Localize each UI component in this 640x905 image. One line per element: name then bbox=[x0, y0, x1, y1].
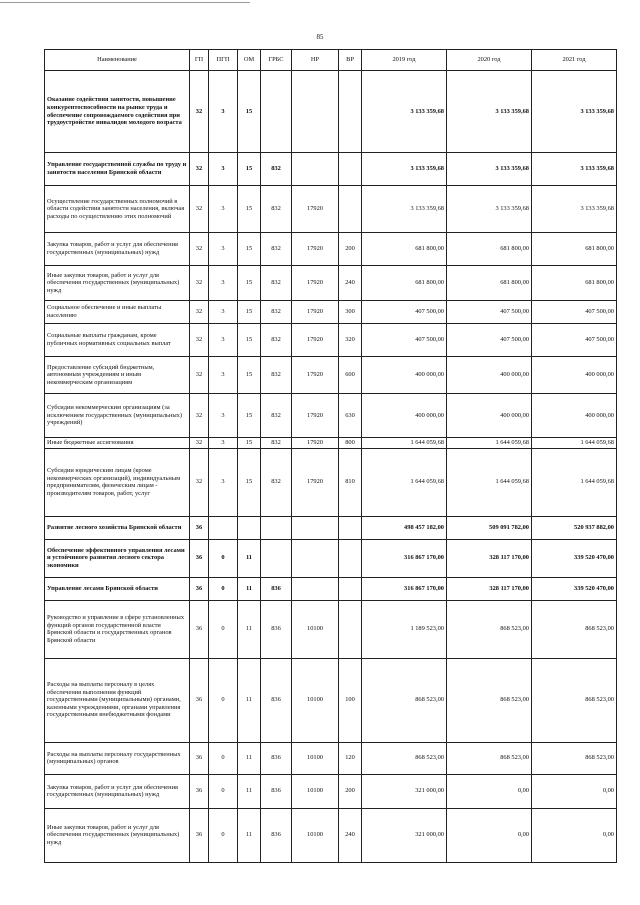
cell-2021: 868 523,00 bbox=[532, 742, 617, 774]
cell-vr bbox=[339, 153, 362, 186]
header-vr: ВР bbox=[339, 50, 362, 71]
cell-2020: 868 523,00 bbox=[447, 658, 532, 742]
cell-pgp: 3 bbox=[209, 301, 238, 324]
cell-pgp: 3 bbox=[209, 186, 238, 233]
cell-gp: 36 bbox=[190, 742, 209, 774]
cell-2019: 1 644 059,68 bbox=[362, 448, 447, 516]
cell-om: 11 bbox=[238, 658, 261, 742]
cell-pgp: 0 bbox=[209, 658, 238, 742]
cell-2021: 681 800,00 bbox=[532, 233, 617, 266]
cell-grbs: 832 bbox=[261, 394, 292, 438]
cell-gp: 36 bbox=[190, 774, 209, 808]
cell-nr bbox=[292, 577, 339, 600]
table-body bbox=[45, 71, 617, 863]
cell-2020: 509 091 782,00 bbox=[447, 516, 532, 539]
cell-pgp: 3 bbox=[209, 233, 238, 266]
cell-2021: 1 644 059,68 bbox=[532, 448, 617, 516]
cell-2019: 400 000,00 bbox=[362, 357, 447, 394]
cell-2020: 1 644 059,68 bbox=[447, 448, 532, 516]
cell-gp: 32 bbox=[190, 301, 209, 324]
cell-gp: 36 bbox=[190, 516, 209, 539]
cell-nr: 17920 bbox=[292, 357, 339, 394]
cell-2019: 316 867 170,00 bbox=[362, 539, 447, 577]
cell-nr bbox=[292, 71, 339, 153]
cell-nr: 17920 bbox=[292, 233, 339, 266]
cell-pgp: 3 bbox=[209, 71, 238, 153]
table-row bbox=[45, 357, 617, 394]
cell-vr: 200 bbox=[339, 233, 362, 266]
cell-2019: 321 000,00 bbox=[362, 774, 447, 808]
cell-vr bbox=[339, 516, 362, 539]
cell-2020: 400 000,00 bbox=[447, 394, 532, 438]
cell-om: 15 bbox=[238, 438, 261, 449]
cell-gp: 32 bbox=[190, 438, 209, 449]
header-pgp: ПГП bbox=[209, 50, 238, 71]
cell-2021: 339 520 470,00 bbox=[532, 577, 617, 600]
table-row bbox=[45, 301, 617, 324]
cell-2021: 407 500,00 bbox=[532, 324, 617, 357]
cell-name: Оказание содействия занятости, повышение конкурентоспособности на рынке труда и обеспечение сопровождаемого содействия при трудоустройстве инвалидов молодого возраста bbox=[45, 71, 190, 153]
cell-gp: 32 bbox=[190, 153, 209, 186]
table-row bbox=[45, 742, 617, 774]
cell-vr: 320 bbox=[339, 324, 362, 357]
cell-pgp: 0 bbox=[209, 808, 238, 862]
cell-pgp: 3 bbox=[209, 153, 238, 186]
cell-gp: 36 bbox=[190, 577, 209, 600]
cell-name: Расходы на выплаты персоналу государственных (муниципальных) органов bbox=[45, 742, 190, 774]
cell-2020: 407 500,00 bbox=[447, 324, 532, 357]
cell-2020: 328 117 170,00 bbox=[447, 577, 532, 600]
cell-gp: 32 bbox=[190, 394, 209, 438]
cell-name: Руководство и управление в сфере установленных функций органов государственной власти Брянской области и государственных органов Брянской области bbox=[45, 600, 190, 658]
cell-om: 11 bbox=[238, 577, 261, 600]
cell-om: 15 bbox=[238, 233, 261, 266]
table-row bbox=[45, 153, 617, 186]
cell-2021: 400 000,00 bbox=[532, 394, 617, 438]
cell-2021: 868 523,00 bbox=[532, 600, 617, 658]
cell-om: 15 bbox=[238, 153, 261, 186]
cell-name: Иные закупки товаров, работ и услуг для обеспечения государственных (муниципальных) нужд bbox=[45, 266, 190, 301]
cell-2020: 400 000,00 bbox=[447, 357, 532, 394]
cell-name: Развитие лесного хозяйства Брянской области bbox=[45, 516, 190, 539]
cell-grbs bbox=[261, 71, 292, 153]
cell-gp: 32 bbox=[190, 233, 209, 266]
cell-2020: 1 644 059,68 bbox=[447, 438, 532, 449]
cell-2020: 3 133 359,68 bbox=[447, 186, 532, 233]
cell-2020: 681 800,00 bbox=[447, 266, 532, 301]
budget-table bbox=[44, 49, 617, 863]
cell-2021: 520 937 882,00 bbox=[532, 516, 617, 539]
cell-grbs: 836 bbox=[261, 774, 292, 808]
cell-vr: 100 bbox=[339, 658, 362, 742]
cell-grbs: 832 bbox=[261, 357, 292, 394]
table-row bbox=[45, 577, 617, 600]
cell-grbs: 832 bbox=[261, 186, 292, 233]
cell-name: Иные закупки товаров, работ и услуг для обеспечения государственных (муниципальных) нужд bbox=[45, 808, 190, 862]
cell-2020: 0,00 bbox=[447, 774, 532, 808]
cell-pgp: 3 bbox=[209, 266, 238, 301]
cell-2019: 407 500,00 bbox=[362, 324, 447, 357]
cell-grbs: 832 bbox=[261, 301, 292, 324]
cell-grbs: 836 bbox=[261, 600, 292, 658]
cell-2021: 407 500,00 bbox=[532, 301, 617, 324]
page-number: 85 bbox=[316, 33, 324, 41]
cell-2019: 681 800,00 bbox=[362, 233, 447, 266]
cell-vr: 200 bbox=[339, 774, 362, 808]
cell-vr: 600 bbox=[339, 357, 362, 394]
cell-nr: 10100 bbox=[292, 774, 339, 808]
header-row bbox=[45, 50, 617, 71]
table-row bbox=[45, 448, 617, 516]
cell-2019: 321 000,00 bbox=[362, 808, 447, 862]
cell-2021: 0,00 bbox=[532, 808, 617, 862]
cell-2021: 3 133 359,68 bbox=[532, 71, 617, 153]
cell-nr: 17920 bbox=[292, 438, 339, 449]
cell-vr: 630 bbox=[339, 394, 362, 438]
cell-vr: 120 bbox=[339, 742, 362, 774]
header-nr: НР bbox=[292, 50, 339, 71]
cell-grbs: 836 bbox=[261, 742, 292, 774]
cell-2019: 407 500,00 bbox=[362, 301, 447, 324]
cell-om: 11 bbox=[238, 539, 261, 577]
cell-2019: 3 133 359,68 bbox=[362, 186, 447, 233]
cell-pgp bbox=[209, 516, 238, 539]
cell-2019: 498 457 182,00 bbox=[362, 516, 447, 539]
cell-2019: 868 523,00 bbox=[362, 742, 447, 774]
cell-nr bbox=[292, 516, 339, 539]
cell-2020: 3 133 359,68 bbox=[447, 71, 532, 153]
cell-nr bbox=[292, 539, 339, 577]
cell-grbs: 832 bbox=[261, 438, 292, 449]
cell-vr: 240 bbox=[339, 266, 362, 301]
header-grbs: ГРБС bbox=[261, 50, 292, 71]
cell-2021: 400 000,00 bbox=[532, 357, 617, 394]
table-row bbox=[45, 324, 617, 357]
cell-pgp: 0 bbox=[209, 774, 238, 808]
cell-pgp: 0 bbox=[209, 539, 238, 577]
header-om: ОМ bbox=[238, 50, 261, 71]
cell-vr bbox=[339, 186, 362, 233]
cell-pgp: 0 bbox=[209, 742, 238, 774]
cell-name: Управление государственной службы по труду и занятости населения Брянской области bbox=[45, 153, 190, 186]
table-row bbox=[45, 186, 617, 233]
cell-2021: 339 520 470,00 bbox=[532, 539, 617, 577]
cell-2020: 328 117 170,00 bbox=[447, 539, 532, 577]
cell-vr: 810 bbox=[339, 448, 362, 516]
cell-pgp: 0 bbox=[209, 600, 238, 658]
cell-vr: 300 bbox=[339, 301, 362, 324]
cell-gp: 36 bbox=[190, 600, 209, 658]
cell-name: Субсидии некоммерческим организациям (за исключением государственных (муниципальных) учреждений) bbox=[45, 394, 190, 438]
cell-name: Иные бюджетные ассигнования bbox=[45, 438, 190, 449]
cell-name: Закупка товаров, работ и услуг для обеспечения государственных (муниципальных) нужд bbox=[45, 774, 190, 808]
cell-2019: 400 000,00 bbox=[362, 394, 447, 438]
header-2019: 2019 год bbox=[362, 50, 447, 71]
table-row bbox=[45, 539, 617, 577]
cell-gp: 32 bbox=[190, 71, 209, 153]
cell-2019: 868 523,00 bbox=[362, 658, 447, 742]
cell-nr: 17920 bbox=[292, 301, 339, 324]
cell-name: Осуществление государственных полномочий в области содействия занятости населения, включая расходы по осуществлению этих полномочий bbox=[45, 186, 190, 233]
header-name: Наименование bbox=[45, 50, 190, 71]
cell-2019: 3 133 359,68 bbox=[362, 153, 447, 186]
table-row bbox=[45, 71, 617, 153]
cell-pgp: 3 bbox=[209, 448, 238, 516]
cell-vr bbox=[339, 600, 362, 658]
cell-pgp: 3 bbox=[209, 324, 238, 357]
cell-vr: 240 bbox=[339, 808, 362, 862]
cell-2020: 0,00 bbox=[447, 808, 532, 862]
cell-om: 15 bbox=[238, 448, 261, 516]
cell-pgp: 3 bbox=[209, 394, 238, 438]
cell-2020: 681 800,00 bbox=[447, 233, 532, 266]
cell-name: Закупка товаров, работ и услуг для обеспечения государственных (муниципальных) нужд bbox=[45, 233, 190, 266]
cell-nr: 17920 bbox=[292, 324, 339, 357]
table-row bbox=[45, 233, 617, 266]
cell-gp: 32 bbox=[190, 357, 209, 394]
cell-2019: 1 189 523,00 bbox=[362, 600, 447, 658]
cell-om: 11 bbox=[238, 600, 261, 658]
cell-gp: 36 bbox=[190, 539, 209, 577]
cell-gp: 36 bbox=[190, 808, 209, 862]
table-row bbox=[45, 438, 617, 449]
table-row bbox=[45, 600, 617, 658]
cell-vr: 800 bbox=[339, 438, 362, 449]
cell-om: 15 bbox=[238, 266, 261, 301]
cell-gp: 32 bbox=[190, 448, 209, 516]
cell-nr: 17920 bbox=[292, 186, 339, 233]
header-2021: 2021 год bbox=[532, 50, 617, 71]
cell-grbs: 832 bbox=[261, 324, 292, 357]
cell-om: 15 bbox=[238, 301, 261, 324]
cell-grbs: 836 bbox=[261, 577, 292, 600]
cell-om bbox=[238, 516, 261, 539]
cell-2020: 868 523,00 bbox=[447, 742, 532, 774]
cell-gp: 32 bbox=[190, 266, 209, 301]
cell-grbs bbox=[261, 539, 292, 577]
cell-name: Субсидии юридическим лицам (кроме некоммерческих организаций), индивидуальным предпринимателям, физическим лицам - производителям товаров, работ, услуг bbox=[45, 448, 190, 516]
table-row bbox=[45, 808, 617, 862]
table-row bbox=[45, 516, 617, 539]
cell-2020: 868 523,00 bbox=[447, 600, 532, 658]
cell-name: Предоставление субсидий бюджетным, автономным учреждениям и иным некоммерческим организациям bbox=[45, 357, 190, 394]
cell-grbs: 836 bbox=[261, 658, 292, 742]
cell-name: Социальные выплаты гражданам, кроме публичных нормативных социальных выплат bbox=[45, 324, 190, 357]
cell-2021: 3 133 359,68 bbox=[532, 186, 617, 233]
cell-nr: 17920 bbox=[292, 448, 339, 516]
top-rule bbox=[0, 2, 250, 3]
cell-pgp: 0 bbox=[209, 577, 238, 600]
cell-nr: 17920 bbox=[292, 394, 339, 438]
cell-name: Управление лесами Брянской области bbox=[45, 577, 190, 600]
cell-om: 11 bbox=[238, 808, 261, 862]
cell-nr: 10100 bbox=[292, 808, 339, 862]
cell-om: 15 bbox=[238, 71, 261, 153]
cell-om: 11 bbox=[238, 742, 261, 774]
cell-name: Социальное обеспечение и иные выплаты населению bbox=[45, 301, 190, 324]
header-gp: ГП bbox=[190, 50, 209, 71]
cell-nr bbox=[292, 153, 339, 186]
cell-grbs: 832 bbox=[261, 153, 292, 186]
cell-vr bbox=[339, 539, 362, 577]
cell-2019: 1 644 059,68 bbox=[362, 438, 447, 449]
cell-2019: 316 867 170,00 bbox=[362, 577, 447, 600]
cell-grbs: 832 bbox=[261, 233, 292, 266]
cell-gp: 32 bbox=[190, 186, 209, 233]
table-row bbox=[45, 658, 617, 742]
cell-pgp: 3 bbox=[209, 438, 238, 449]
cell-om: 15 bbox=[238, 186, 261, 233]
cell-gp: 32 bbox=[190, 324, 209, 357]
cell-pgp: 3 bbox=[209, 357, 238, 394]
cell-nr: 17920 bbox=[292, 266, 339, 301]
cell-vr bbox=[339, 577, 362, 600]
cell-nr: 10100 bbox=[292, 658, 339, 742]
cell-2021: 0,00 bbox=[532, 774, 617, 808]
cell-nr: 10100 bbox=[292, 600, 339, 658]
cell-name: Обеспечение эффективного управления лесами и устойчивого развития лесного сектора экономики bbox=[45, 539, 190, 577]
table-row bbox=[45, 394, 617, 438]
cell-grbs: 832 bbox=[261, 266, 292, 301]
cell-om: 15 bbox=[238, 357, 261, 394]
cell-grbs: 832 bbox=[261, 448, 292, 516]
cell-2019: 681 800,00 bbox=[362, 266, 447, 301]
cell-2021: 868 523,00 bbox=[532, 658, 617, 742]
cell-om: 15 bbox=[238, 394, 261, 438]
table-row bbox=[45, 774, 617, 808]
cell-om: 11 bbox=[238, 774, 261, 808]
cell-2021: 681 800,00 bbox=[532, 266, 617, 301]
cell-2021: 3 133 359,68 bbox=[532, 153, 617, 186]
cell-vr bbox=[339, 71, 362, 153]
table-row bbox=[45, 266, 617, 301]
cell-nr: 10100 bbox=[292, 742, 339, 774]
cell-2020: 407 500,00 bbox=[447, 301, 532, 324]
header-2020: 2020 год bbox=[447, 50, 532, 71]
cell-grbs bbox=[261, 516, 292, 539]
cell-grbs: 836 bbox=[261, 808, 292, 862]
cell-name: Расходы на выплаты персоналу в целях обеспечения выполнения функций государственными (муниципальными) органами, казенными учреждениями, органами управления государственными внебюджетными фондами bbox=[45, 658, 190, 742]
cell-gp: 36 bbox=[190, 658, 209, 742]
cell-2021: 1 644 059,68 bbox=[532, 438, 617, 449]
cell-om: 15 bbox=[238, 324, 261, 357]
cell-2020: 3 133 359,68 bbox=[447, 153, 532, 186]
cell-2019: 3 133 359,68 bbox=[362, 71, 447, 153]
